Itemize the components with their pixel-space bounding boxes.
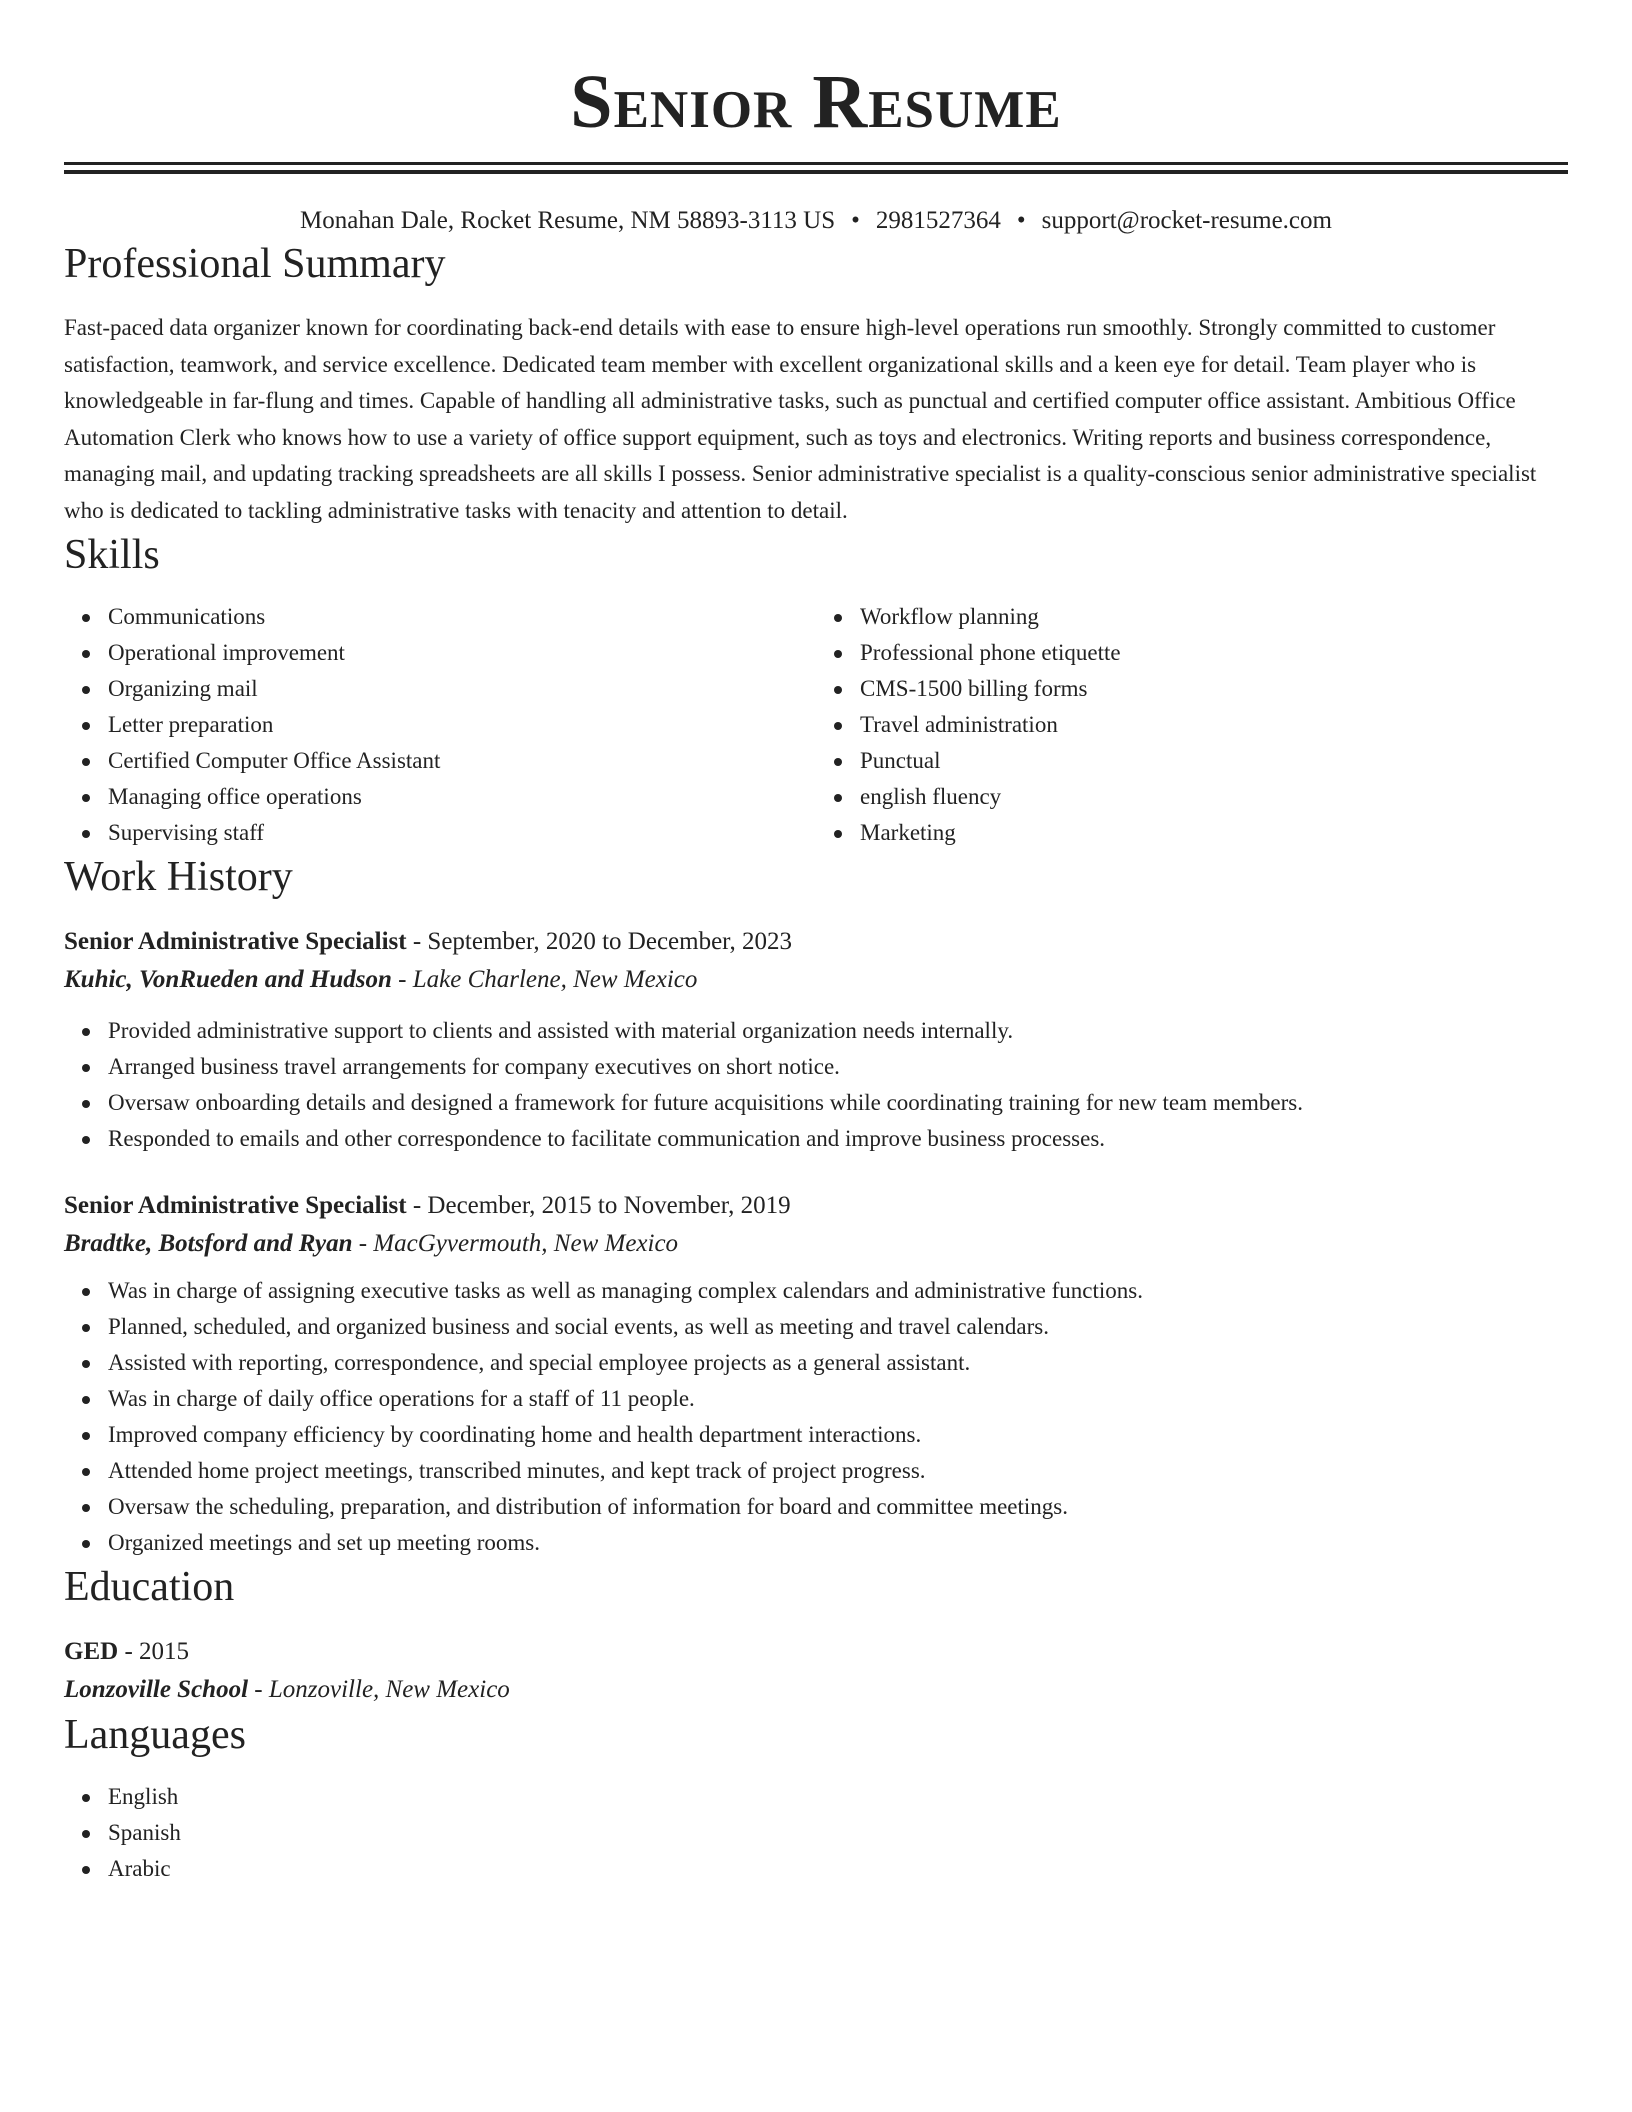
skill-item: Organizing mail [108, 671, 816, 707]
skills-columns [64, 599, 1568, 851]
skills-list-left [64, 599, 816, 851]
job-employer [64, 1225, 1568, 1263]
job-duty: Provided administrative support to clients and assisted with material organization needs internally. [108, 1013, 1568, 1049]
job-duty: Attended home project meetings, transcribed minutes, and kept track of project progress. [108, 1453, 1568, 1489]
title-double-rule [64, 162, 1568, 174]
job-dates: - December, 2015 to November, 2019 [406, 1192, 791, 1219]
job-header [64, 923, 1568, 961]
skills-list-right [816, 599, 1568, 851]
skill-item: Marketing [860, 815, 1568, 851]
job-duty: Was in charge of daily office operations for a staff of 11 people. [108, 1381, 1568, 1417]
education-heading: Education [64, 1564, 235, 1610]
education-entry [64, 1633, 1568, 1709]
job-duty: Oversaw the scheduling, preparation, and distribution of information for board and committee meetings. [108, 1489, 1568, 1525]
education-degree-line [64, 1633, 1568, 1671]
job-duty: Was in charge of assigning executive tasks as well as managing complex calendars and administrative functions. [108, 1273, 1568, 1309]
skill-item: Professional phone etiquette [860, 635, 1568, 671]
contact-line [64, 204, 1568, 238]
job-role: Senior Administrative Specialist [64, 1192, 407, 1219]
job-duties [64, 1013, 1568, 1157]
job-role: Senior Administrative Specialist [64, 928, 407, 955]
contact-email: support@rocket-resume.com [1041, 207, 1332, 234]
job-company: Kuhic, VonRueden and Hudson [64, 966, 392, 993]
skill-item: Workflow planning [860, 599, 1568, 635]
resume-title: Senior Resume [570, 60, 1062, 144]
summary-text: Fast-paced data organizer known for coordinating back-end details with ease to ensure high-level operations run smoothly. Strongly committed to customer satisfaction, teamwork, and service excellence. Dedicated team member with excellent organizational skills and a keen eye for detail. Team player who is knowledgeable in far-flung and times. Capable of handling all administrative tasks, such as punctual and certified computer office assistant. Ambitious Office Automation Clerk who knows how to use a variety of office support equipment, such as toys and electronics. Writing reports and business correspondence, managing mail, and updating tracking spreadsheets are all skills I possess. Senior administrative specialist is a quality-conscious senior administrative specialist who is dedicated to tackling administrative tasks with tenacity and attention to detail. [64, 315, 1537, 523]
summary-heading: Professional Summary [64, 241, 446, 287]
language-item: Arabic [108, 1851, 1568, 1887]
languages-heading: Languages [64, 1712, 246, 1758]
skill-item: english fluency [860, 779, 1568, 815]
job-dates: - September, 2020 to December, 2023 [406, 928, 792, 955]
skill-item: Travel administration [860, 707, 1568, 743]
language-item: Spanish [108, 1815, 1568, 1851]
skill-item: CMS-1500 billing forms [860, 671, 1568, 707]
education-school: Lonzoville School [64, 1676, 249, 1703]
work-history-heading: Work History [64, 854, 293, 900]
education-degree: GED [64, 1638, 119, 1665]
job-duties [64, 1273, 1568, 1561]
education-school-line [64, 1671, 1568, 1709]
job-header [64, 1187, 1568, 1225]
job-employer [64, 961, 1568, 999]
job-entry [64, 923, 1568, 1157]
skill-item: Supervising staff [108, 815, 816, 851]
job-duty: Responded to emails and other correspondence to facilitate communication and improve business processes. [108, 1121, 1568, 1157]
skill-item: Operational improvement [108, 635, 816, 671]
job-duty: Planned, scheduled, and organized business and social events, as well as meeting and travel calendars. [108, 1309, 1568, 1345]
job-duty: Improved company efficiency by coordinating home and health department interactions. [108, 1417, 1568, 1453]
skill-item: Managing office operations [108, 779, 816, 815]
skill-item: Certified Computer Office Assistant [108, 743, 816, 779]
job-company: Bradtke, Botsford and Ryan [64, 1230, 353, 1257]
contact-address: Monahan Dale, Rocket Resume, NM 58893-3113 US [300, 207, 836, 234]
language-item: English [108, 1779, 1568, 1815]
skill-item: Letter preparation [108, 707, 816, 743]
contact-phone: 2981527364 [875, 207, 1001, 234]
skill-item: Communications [108, 599, 816, 635]
job-duty: Organized meetings and set up meeting rooms. [108, 1525, 1568, 1561]
job-location: - Lake Charlene, New Mexico [391, 966, 698, 993]
job-duty: Assisted with reporting, correspondence, and special employee projects as a general assistant. [108, 1345, 1568, 1381]
skill-item: Punctual [860, 743, 1568, 779]
job-entry [64, 1187, 1568, 1561]
education-location: - Lonzoville, New Mexico [248, 1676, 510, 1703]
contact-separator: • [1016, 207, 1026, 234]
job-duty: Arranged business travel arrangements for company executives on short notice. [108, 1049, 1568, 1085]
languages-block [64, 1779, 1568, 1887]
job-location: - MacGyvermouth, New Mexico [352, 1230, 679, 1257]
languages-list [64, 1779, 1568, 1887]
contact-separator: • [851, 207, 860, 234]
education-year: - 2015 [118, 1638, 190, 1665]
job-duty: Oversaw onboarding details and designed a framework for future acquisitions while coordinating training for new team members. [108, 1085, 1568, 1121]
skills-heading: Skills [64, 532, 160, 578]
